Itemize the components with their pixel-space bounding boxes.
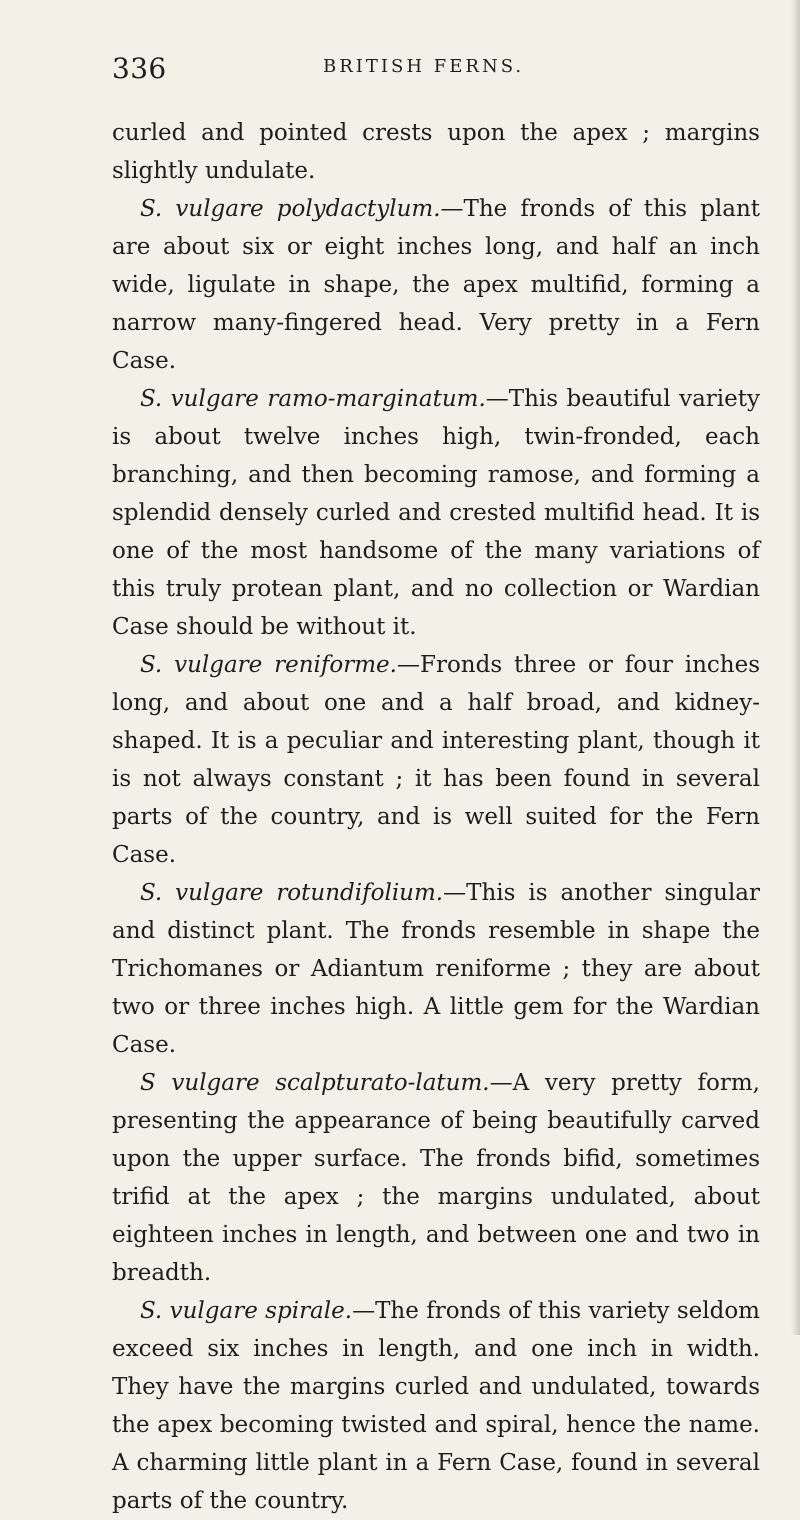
running-title: BRITISH FERNS. — [323, 56, 525, 77]
variety-entry — [112, 380, 760, 646]
paragraph-text: curled and pointed crests upon the apex ; margins slightly undulate. — [112, 120, 760, 184]
paragraph-text: —The fronds of this variety seldom exceed six inches in length, and one inch in width. They have the margins curled and undulated, towards the apex becoming twisted and spiral, hence the name. A charming little plant in a Fern Case, found in several parts of the country. — [112, 1298, 760, 1514]
paragraph-text: —A very pretty form, presenting the appearance of being beautifully carved upon the upper surface. The fronds bifid, sometimes trifid at the apex ; the margins undulated, about eighteen inches in length, and between one and two in breadth. — [112, 1070, 760, 1286]
continued-paragraph — [112, 114, 760, 190]
variety-entry — [112, 190, 760, 380]
variety-entry — [112, 874, 760, 1064]
variety-name: S. vulgare spirale. — [140, 1298, 353, 1324]
variety-entry — [112, 1064, 760, 1292]
body-text — [112, 114, 760, 1520]
variety-name: S. vulgare reniforme. — [140, 652, 397, 678]
variety-name: S. vulgare ramo-marginatum. — [140, 386, 486, 412]
variety-name: S. vulgare polydactylum. — [140, 196, 441, 222]
variety-name: S. vulgare rotundifolium. — [140, 880, 444, 906]
paragraph-text: —The fronds of this plant are about six or eight inches long, and half an inch wide, ligulate in shape, the apex multifid, forming a narrow many-fingered head. Very pretty in a Fern Case. — [112, 196, 760, 374]
paragraph-text: —Fronds three or four inches long, and about one and a half broad, and kidney-shaped. It is a peculiar and interesting plant, though it is not always constant ; it has been found in several parts of the country, and is well suited for the Fern Case. — [112, 652, 761, 868]
page-edge-shadow — [791, 0, 800, 1335]
variety-entry — [112, 646, 760, 874]
variety-entry — [112, 1292, 760, 1520]
variety-name: S vulgare scalpturato-latum. — [140, 1070, 490, 1096]
paragraph-text: —This is another singular and distinct plant. The fronds resemble in shape the Trichomanes or Adiantum reniforme ; they are about two or three inches high. A little gem for the Wardian Case. — [112, 880, 761, 1058]
page-number: 336 — [112, 52, 167, 85]
paragraph-text: —This beautiful variety is about twelve inches high, twin-fronded, each branching, and then becoming ramose, and forming a splendid densely curled and crested multifid head. It is one of the most handsome of the many variations of this truly protean plant, and no collection or Wardian Case should be without it. — [112, 386, 760, 640]
